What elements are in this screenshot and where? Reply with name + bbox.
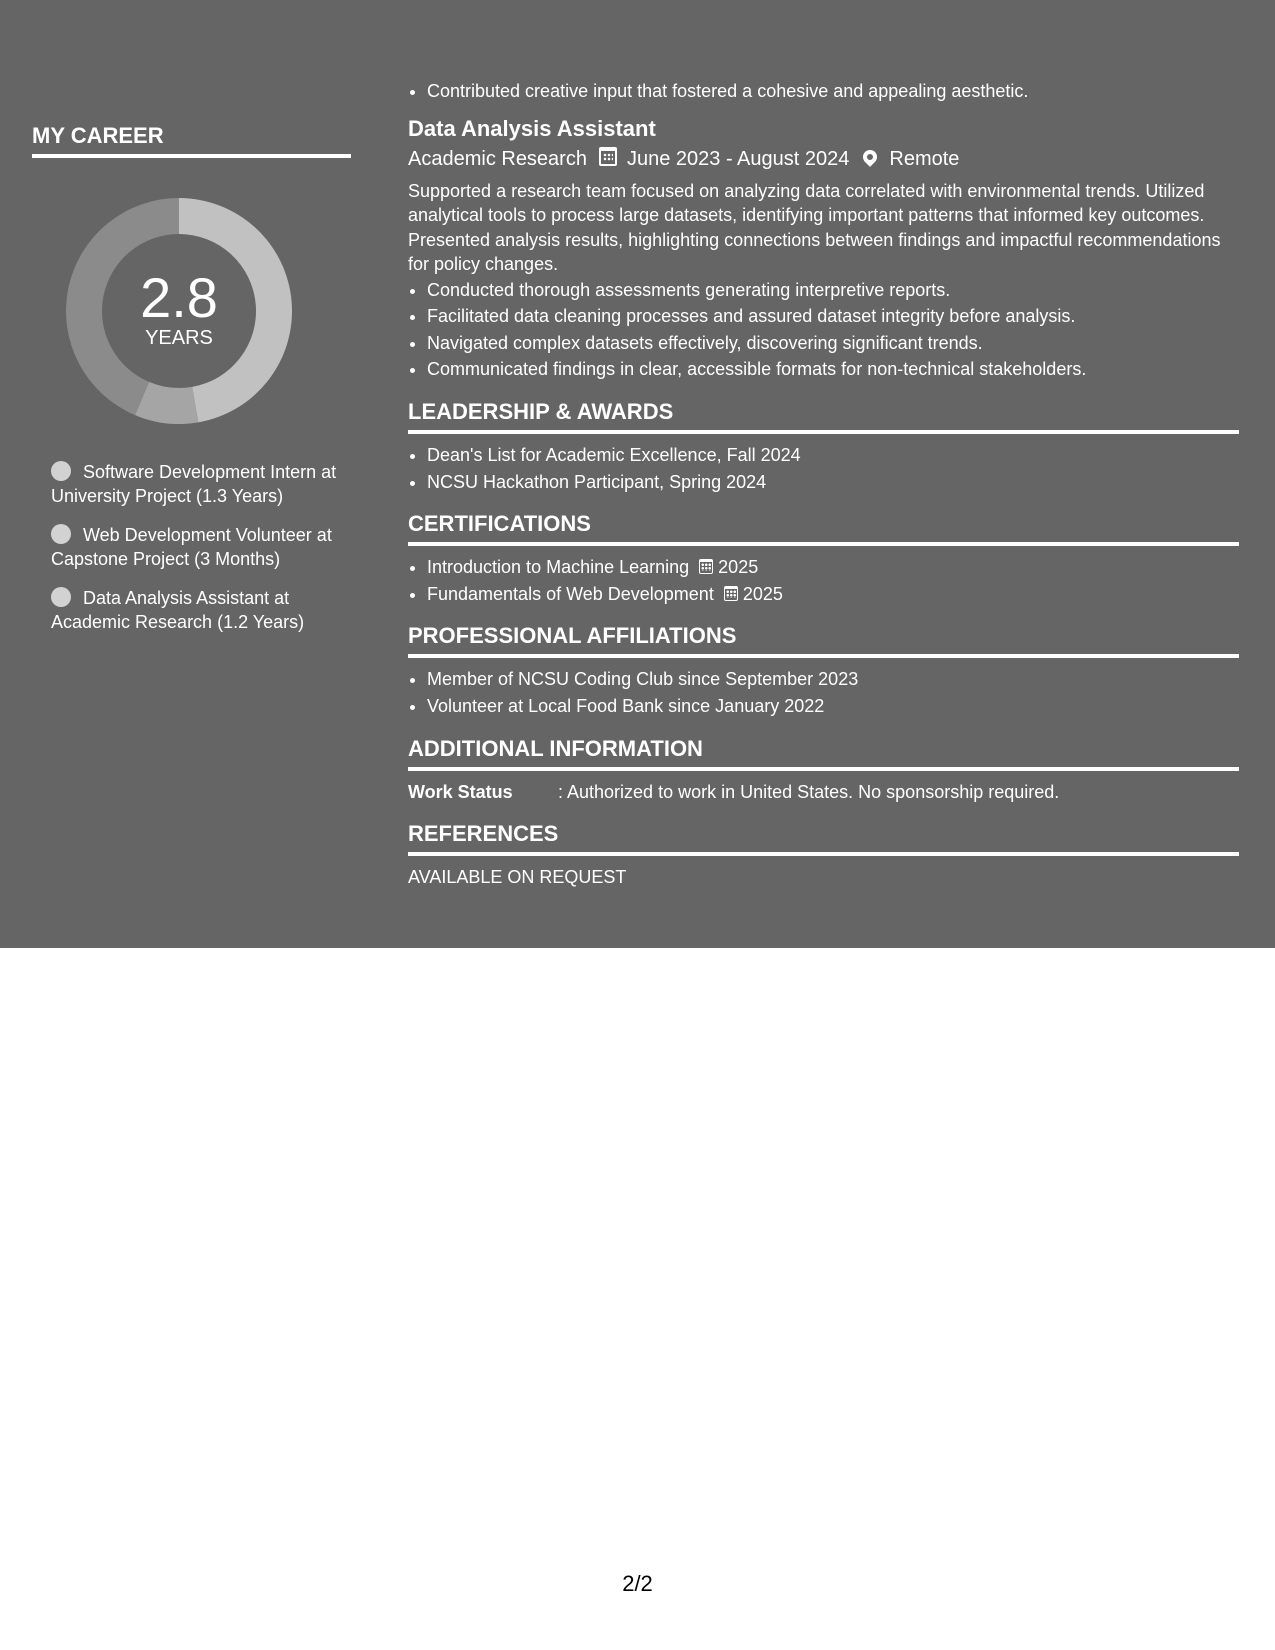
total-years-value: 2.8: [140, 266, 218, 329]
references-heading: REFERENCES: [408, 820, 1239, 856]
calendar-icon: [699, 559, 713, 574]
legend-label: Web Development Volunteer at Capstone Project (3 Months): [51, 525, 332, 569]
list-item: • Conducted thorough assessments generating interpretive reports.: [427, 277, 1239, 304]
job-title: Data Analysis Assistant: [408, 115, 656, 141]
career-donut-chart: [66, 198, 292, 424]
certification-name: Introduction to Machine Learning: [427, 557, 690, 578]
references-section: [408, 820, 1239, 890]
career-legend: [32, 460, 341, 634]
legend-item: [51, 586, 341, 634]
additional-info-section: [408, 735, 1239, 805]
list-item: • Contributed creative input that fostered a cohesive and appealing aesthetic.: [427, 78, 1239, 105]
list-item: • Facilitated data cleaning processes and assured dataset integrity before analysis.: [427, 303, 1239, 330]
list-item: • Communicated findings in clear, accessible formats for non-technical stakeholders.: [427, 356, 1239, 383]
job-description: Supported a research team focused on analyzing data correlated with environmental trends. Utilized analytical tools to process large datasets, identifying important patterns that informed key outcomes. Presented analysis results, highlighting connections between findings and impactful recommendations for policy changes.: [408, 180, 1221, 275]
leadership-heading: LEADERSHIP & AWARDS: [408, 398, 1239, 434]
references-text: AVAILABLE ON REQUEST: [408, 866, 627, 887]
legend-dot-icon: [51, 587, 71, 607]
work-status-label: Work Status: [408, 781, 513, 802]
total-years-unit: YEARS: [145, 327, 213, 349]
list-item: [427, 554, 1239, 581]
list-item: [427, 581, 1239, 608]
career-sidebar: [32, 122, 351, 649]
affiliations-section: [408, 622, 1239, 719]
list-item: • Volunteer at Local Food Bank since January 2022: [427, 693, 1239, 720]
experience-entry: [408, 115, 1239, 383]
list-item: • NCSU Hackathon Participant, Spring 2024: [427, 469, 1239, 496]
list-item: • Member of NCSU Coding Club since September 2023: [427, 666, 1239, 693]
legend-label: Software Development Intern at University Project (1.3 Years): [51, 462, 337, 506]
career-heading: MY CAREER: [32, 122, 351, 158]
main-content: [408, 78, 1239, 890]
legend-item: [51, 523, 341, 571]
legend-item: [51, 460, 341, 508]
job-location: Remote: [889, 147, 960, 170]
work-status-row: [408, 779, 1239, 805]
job-dates: June 2023 - August 2024: [626, 147, 850, 170]
affiliations-list: [408, 666, 1239, 719]
additional-info-heading: ADDITIONAL INFORMATION: [408, 735, 1239, 771]
list-item: • Dean's List for Academic Excellence, Fall 2024: [427, 442, 1239, 469]
certifications-section: [408, 510, 1239, 607]
work-status-value: : Authorized to work in United States. No sponsorship required.: [558, 781, 1060, 802]
certification-year: 2025: [718, 557, 759, 578]
leadership-list: [408, 442, 1239, 495]
previous-job-bullets: [408, 78, 1239, 105]
job-meta: [408, 145, 1239, 173]
location-pin-icon: [860, 147, 880, 167]
page-number: 2/2: [622, 1571, 653, 1596]
donut-center: [66, 266, 292, 350]
calendar-icon: [724, 586, 738, 601]
legend-label: Data Analysis Assistant at Academic Research (1.2 Years): [51, 588, 305, 632]
calendar-icon: [599, 147, 617, 166]
list-item: • Navigated complex datasets effectively, discovering significant trends.: [427, 330, 1239, 357]
certification-year: 2025: [742, 583, 783, 604]
leadership-section: [408, 398, 1239, 495]
legend-dot-icon: [51, 461, 71, 481]
certifications-list: [408, 554, 1239, 607]
job-bullets: [408, 277, 1239, 383]
job-company: Academic Research: [408, 147, 587, 170]
certifications-heading: CERTIFICATIONS: [408, 510, 1239, 546]
legend-dot-icon: [51, 524, 71, 544]
certification-name: Fundamentals of Web Development: [427, 583, 714, 604]
affiliations-heading: PROFESSIONAL AFFILIATIONS: [408, 622, 1239, 658]
